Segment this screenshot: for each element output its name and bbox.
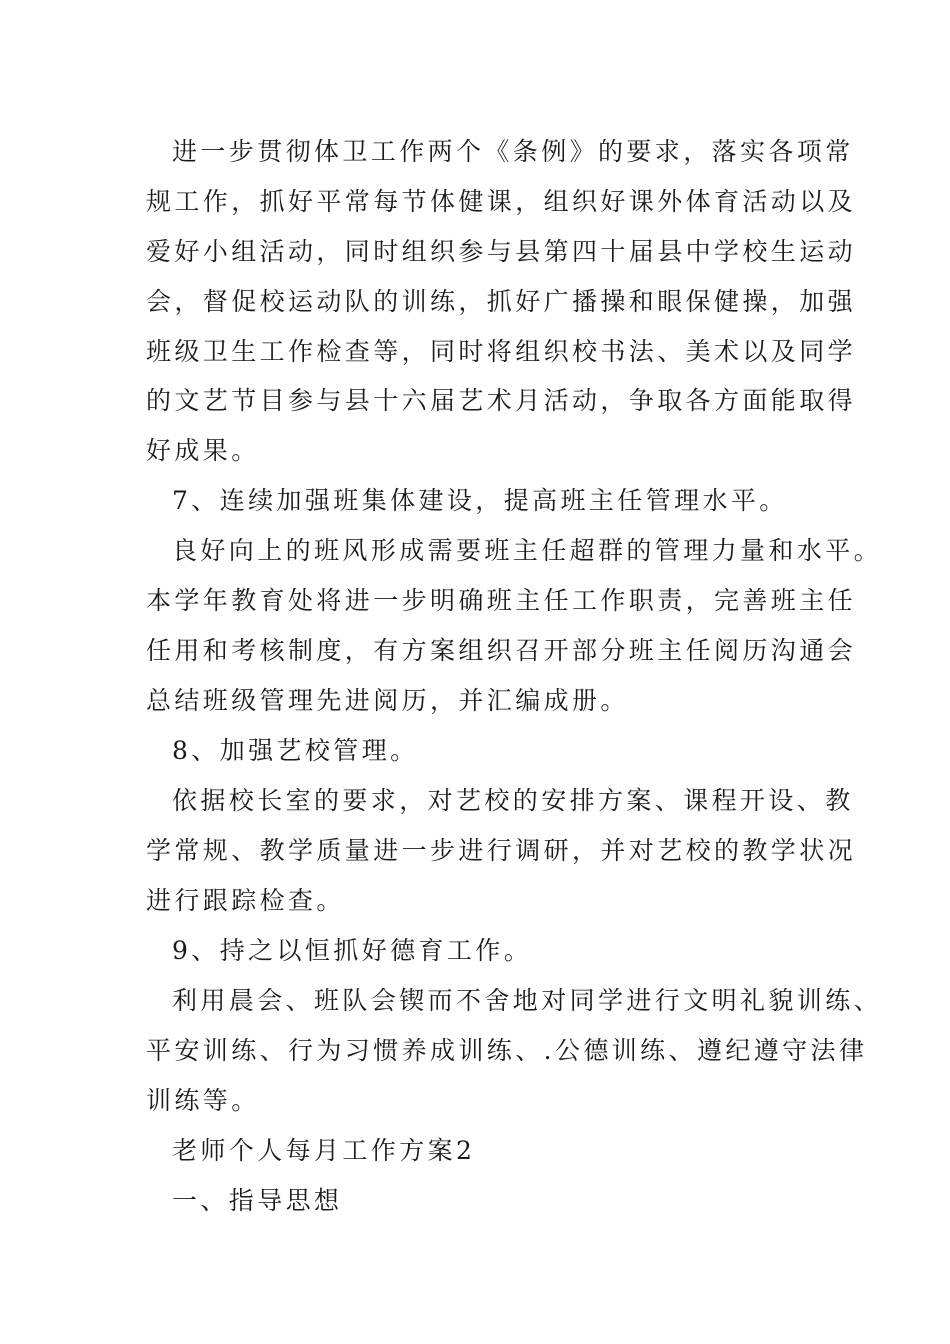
paragraph-line: 利用晨会、班队会锲而不舍地对同学进行文明礼貌训练、	[172, 986, 883, 1015]
paragraph-line: 进行跟踪检查。	[146, 886, 345, 915]
paragraph-line: 良好向上的班风形成需要班主任超群的管理力量和水平。	[172, 536, 883, 565]
paragraph-line: 总结班级管理先进阅历，并汇编成册。	[146, 686, 629, 715]
section-heading: 一、指导思想	[172, 1186, 343, 1215]
paragraph-line: 平安训练、行为习惯养成训练、.公德训练、遵纪遵守法律	[146, 1036, 868, 1065]
section-heading: 9、持之以恒抓好德育工作。	[172, 936, 533, 965]
paragraph-line: 班级卫生工作检查等，同时将组织校书法、美术以及同学	[146, 337, 857, 366]
section-heading: 8、加强艺校管理。	[172, 736, 419, 765]
paragraph-line: 学常规、教学质量进一步进行调研，并对艺校的教学状况	[146, 836, 857, 865]
document-title: 老师个人每月工作方案2	[172, 1136, 476, 1165]
paragraph-line: 的文艺节目参与县十六届艺术月活动，争取各方面能取得	[146, 386, 857, 415]
paragraph-line: 规工作，抓好平常每节体健课，组织好课外体育活动以及	[146, 187, 857, 216]
paragraph-line: 训练等。	[146, 1086, 260, 1115]
paragraph-line: 进一步贯彻体卫工作两个《条例》的要求，落实各项常	[172, 137, 854, 166]
paragraph-line: 会，督促校运动队的训练，抓好广播操和眼保健操，加强	[146, 287, 857, 316]
paragraph-line: 依据校长室的要求，对艺校的安排方案、课程开设、教	[172, 786, 854, 815]
paragraph-line: 好成果。	[146, 436, 260, 465]
paragraph-line: 爱好小组活动，同时组织参与县第四十届县中学校生运动	[146, 237, 857, 266]
paragraph-line: 任用和考核制度，有方案组织召开部分班主任阅历沟通会	[146, 636, 857, 665]
paragraph-line: 本学年教育处将进一步明确班主任工作职责，完善班主任	[146, 586, 857, 615]
section-heading: 7、连续加强班集体建设，提高班主任管理水平。	[172, 486, 788, 515]
